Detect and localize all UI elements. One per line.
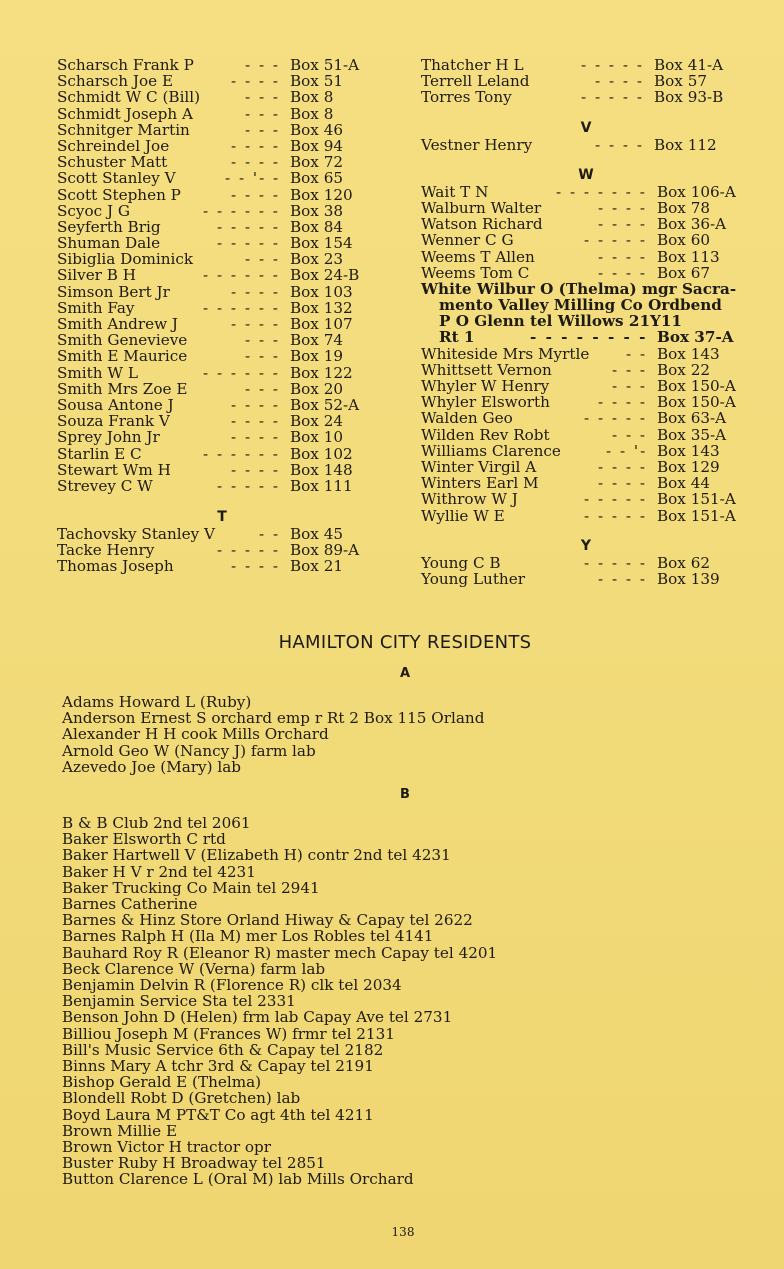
directory-entry xyxy=(421,475,761,491)
entry-name: Wyllie W E xyxy=(421,506,505,525)
entry-box-number: Box 120 xyxy=(290,185,353,204)
entry-name: Schnitger Martin xyxy=(57,120,190,139)
entry-name: Scott Stanley V xyxy=(57,169,176,188)
residents-list-b xyxy=(62,815,497,1188)
directory-entry xyxy=(57,73,387,89)
entry-box-number: Box 51-A xyxy=(290,56,360,74)
resident-entry: Benjamin Service Sta tel 2331 xyxy=(62,992,296,1011)
entry-leader-dashes: - - - - xyxy=(231,395,281,414)
entry-name: Young Luther xyxy=(421,569,525,588)
entry-name: Schuster Matt xyxy=(57,153,168,172)
resident-entry: Benjamin Delvin R (Florence R) clk tel 2034 xyxy=(62,976,402,995)
directory-entry xyxy=(421,200,761,216)
directory-entry xyxy=(57,316,387,332)
entry-box-number: Box 102 xyxy=(290,444,353,463)
entry-leader-dashes: - - - - xyxy=(231,153,281,172)
entry-leader-dashes: - - - - xyxy=(598,263,648,282)
directory-entry xyxy=(421,410,761,426)
resident-entry: Baker Hartwell V (Elizabeth H) contr 2nd tel 4231 xyxy=(62,846,451,865)
entry-leader-dashes: - - - xyxy=(612,377,648,395)
directory-entry xyxy=(57,122,387,138)
page-number: 138 xyxy=(391,1225,415,1239)
entry-leader-dashes: - - - - - - - - xyxy=(530,328,648,347)
directory-entry xyxy=(57,170,387,186)
entry-name: Souza Frank V xyxy=(57,412,170,431)
entry-name: Whittsett Vernon xyxy=(421,360,552,379)
entry-box-number: Box 60 xyxy=(657,231,711,250)
entry-name: Strevey C W xyxy=(57,476,153,495)
directory-entry xyxy=(421,555,761,571)
resident-entry: Beck Clarence W (Verna) farm lab xyxy=(62,959,326,978)
entry-name: Vestner Henry xyxy=(421,135,533,154)
entry-leader-dashes: - - - xyxy=(245,104,281,123)
resident-entry: Binns Mary A tchr 3rd & Capay tel 2191 xyxy=(62,1057,374,1076)
entry-leader-dashes: - - - xyxy=(612,360,648,379)
entry-leader-dashes: - - - - xyxy=(598,247,648,266)
entry-leader-dashes: - - - xyxy=(245,56,281,74)
entry-leader-dashes: - - - - xyxy=(598,569,648,588)
directory-entry xyxy=(57,203,387,219)
entry-box-number: Box 46 xyxy=(290,120,344,139)
section-letter-v: V xyxy=(580,119,592,136)
entry-leader-dashes: - - - xyxy=(245,379,281,398)
directory-entry xyxy=(57,429,387,445)
entry-name: Winters Earl M xyxy=(421,474,539,493)
directory-entry xyxy=(57,251,387,267)
directory-entry xyxy=(421,232,761,248)
resident-entry: Anderson Ernest S orchard emp r Rt 2 Box 115 Orland xyxy=(62,709,485,728)
section-letter-a: A xyxy=(399,666,411,681)
resident-entry: Bishop Gerald E (Thelma) xyxy=(62,1073,262,1092)
entry-leader-dashes: - - - - xyxy=(598,393,648,412)
directory-entry xyxy=(421,459,761,475)
entry-box-number: Box 72 xyxy=(290,153,344,172)
resident-entry: Arnold Geo W (Nancy J) farm lab xyxy=(62,741,316,760)
directory-entry xyxy=(421,362,761,378)
entry-box-number: Box 63-A xyxy=(657,409,727,428)
entry-box-number: Box 122 xyxy=(290,363,353,382)
entry-name: Scyoc J G xyxy=(57,201,131,220)
entry-name: Wenner C G xyxy=(421,231,514,250)
entry-box-number: Box 93-B xyxy=(654,88,724,107)
directory-entry xyxy=(421,184,761,200)
directory-entry xyxy=(421,216,761,232)
entry-name: Scharsch Frank P xyxy=(57,56,194,74)
entry-box-number: Box 19 xyxy=(290,347,344,366)
entry-box-number: Box 143 xyxy=(657,344,720,363)
entry-box-number: Box 45 xyxy=(290,525,344,544)
entry-box-number: Box 62 xyxy=(657,553,711,572)
entry-name: Walden Geo xyxy=(421,409,513,428)
entry-box-number: Box 57 xyxy=(654,72,708,91)
entry-name: Schmidt W C (Bill) xyxy=(57,88,201,107)
entry-box-number: Box 112 xyxy=(654,135,717,154)
directory-entry xyxy=(57,138,387,154)
entry-leader-dashes: - - '- - xyxy=(225,169,281,188)
directory-entry xyxy=(57,413,387,429)
directory-entry xyxy=(421,329,761,345)
entry-leader-dashes: - - - - - xyxy=(584,490,647,509)
entry-name: Rt 1 xyxy=(439,328,475,347)
directory-entry xyxy=(57,235,387,251)
entry-name: Smith E Maurice xyxy=(57,347,188,366)
entry-name: Young C B xyxy=(421,553,501,572)
entry-name: Thatcher H L xyxy=(421,56,524,74)
section-letter-y: Y xyxy=(580,537,592,554)
entry-box-number: Box 20 xyxy=(290,379,344,398)
entry-name: Starlin E C xyxy=(57,444,142,463)
resident-entry: Blondell Robt D (Gretchen) lab xyxy=(62,1089,301,1108)
resident-entry: Baker Elsworth C rtd xyxy=(62,830,226,849)
entry-leader-dashes: - - - - - xyxy=(217,476,280,495)
resident-entry: B & B Club 2nd tel 2061 xyxy=(62,814,251,832)
entry-name: Williams Clarence xyxy=(421,441,561,460)
entry-box-number: Box 107 xyxy=(290,315,353,333)
entry-box-number: Box 129 xyxy=(657,457,720,476)
entry-box-number: Box 151-A xyxy=(657,490,736,509)
entry-bold-line: mento Valley Milling Co Ordbend xyxy=(439,296,722,315)
directory-entry xyxy=(57,365,387,381)
entry-leader-dashes: - - xyxy=(259,525,281,544)
entry-leader-dashes: - - xyxy=(626,344,648,363)
directory-entry xyxy=(57,300,387,316)
entry-leader-dashes: - - - xyxy=(245,120,281,139)
directory-entry xyxy=(57,332,387,348)
entry-box-number: Box 94 xyxy=(290,136,344,155)
entry-box-number: Box 148 xyxy=(290,460,353,479)
directory-entry xyxy=(57,89,387,105)
section-letter-b: B xyxy=(400,787,410,802)
entry-box-number: Box 38 xyxy=(290,201,344,220)
directory-entry xyxy=(421,394,761,410)
entry-name: Silver B H xyxy=(57,266,137,285)
entry-name: Thomas Joseph xyxy=(57,557,174,576)
entry-name: Sprey John Jr xyxy=(57,428,160,447)
entry-box-number: Box 44 xyxy=(657,474,711,493)
entry-box-number: Box 154 xyxy=(290,234,353,253)
entry-leader-dashes: - - - - xyxy=(231,72,281,91)
entry-name: Simson Bert Jr xyxy=(57,282,170,301)
resident-entry: Brown Millie E xyxy=(62,1121,178,1140)
entry-box-number: Box 21 xyxy=(290,557,344,576)
directory-entry xyxy=(421,249,761,265)
section-letter-w: W xyxy=(578,166,594,183)
entry-name: Schreindel Joe xyxy=(57,136,170,155)
directory-entry xyxy=(57,478,387,494)
entry-box-number: Box 103 xyxy=(290,282,353,301)
directory-entry xyxy=(421,508,761,524)
entry-box-number: Box 8 xyxy=(290,88,334,107)
entry-leader-dashes: - - - - - - xyxy=(203,444,280,463)
resident-entry: Buster Ruby H Broadway tel 2851 xyxy=(62,1154,326,1173)
entry-leader-dashes: - - - - xyxy=(598,474,648,493)
entry-leader-dashes: - - - - - - xyxy=(203,363,280,382)
directory-entry xyxy=(57,154,387,170)
entry-leader-dashes: - - - - - xyxy=(217,217,280,236)
resident-entry: Barnes Catherine xyxy=(62,895,198,914)
directory-entry xyxy=(57,348,387,364)
entry-box-number: Box 132 xyxy=(290,298,353,317)
entry-box-number: Box 139 xyxy=(657,569,720,588)
entry-leader-dashes: - - - - - - - xyxy=(556,182,647,201)
entry-leader-dashes: - - - - xyxy=(595,72,645,91)
entry-leader-dashes: - - - - xyxy=(595,135,645,154)
entry-name: Whiteside Mrs Myrtle xyxy=(421,344,590,363)
section-letter-t: T xyxy=(217,509,227,526)
entry-box-number: Box 74 xyxy=(290,331,344,350)
entry-leader-dashes: - - - - xyxy=(231,282,281,301)
resident-entry: Barnes Ralph H (Ila M) mer Los Robles tel 4141 xyxy=(62,927,434,946)
directory-entry xyxy=(57,267,387,283)
entry-box-number: Box 106-A xyxy=(657,182,736,201)
entry-box-number: Box 24 xyxy=(290,412,344,431)
entry-name: Stewart Wm H xyxy=(57,460,171,479)
entry-box-number: Box 36-A xyxy=(657,215,727,234)
entry-name: Wilden Rev Robt xyxy=(421,425,550,444)
entry-name: Sousa Antone J xyxy=(57,395,174,414)
entry-box-number: Box 67 xyxy=(657,263,711,282)
directory-entry xyxy=(57,106,387,122)
entry-box-number: Box 143 xyxy=(657,441,720,460)
entry-name: Torres Tony xyxy=(421,88,512,107)
entry-leader-dashes: - - - xyxy=(245,331,281,350)
resident-entry: Benson John D (Helen) frm lab Capay Ave tel 2731 xyxy=(62,1008,453,1027)
directory-entry xyxy=(57,542,387,558)
entry-name: Terrell Leland xyxy=(421,72,530,91)
entry-leader-dashes: - - - - - xyxy=(217,541,280,560)
directory-entry xyxy=(421,73,761,89)
entry-name: Sibiglia Dominick xyxy=(57,250,194,269)
directory-entry xyxy=(57,462,387,478)
directory-entry xyxy=(57,284,387,300)
entry-box-number: Box 24-B xyxy=(290,266,360,285)
entry-leader-dashes: - - - - xyxy=(231,557,281,576)
entry-leader-dashes: - - - - - xyxy=(581,56,644,74)
entry-leader-dashes: - - - - - - xyxy=(203,298,280,317)
section-heading: HAMILTON CITY RESIDENTS xyxy=(278,632,532,653)
directory-entry xyxy=(57,446,387,462)
entry-leader-dashes: - - - - xyxy=(231,412,281,431)
resident-entry: Barnes & Hinz Store Orland Hiway & Capay tel 2622 xyxy=(62,911,473,930)
resident-entry: Baker H V r 2nd tel 4231 xyxy=(62,862,256,881)
entry-leader-dashes: - - - - xyxy=(598,215,648,234)
directory-entry xyxy=(421,571,761,587)
directory-entry xyxy=(57,526,387,542)
entry-leader-dashes: - - - - - xyxy=(581,88,644,107)
entry-name: Schmidt Joseph A xyxy=(57,104,193,123)
resident-entry: Billiou Joseph M (Frances W) frmr tel 2131 xyxy=(62,1024,395,1043)
entry-name: Tachovsky Stanley V xyxy=(57,525,215,544)
resident-entry: Alexander H H cook Mills Orchard xyxy=(62,725,329,744)
entry-name: Smith Mrs Zoe E xyxy=(57,379,188,398)
resident-entry: Baker Trucking Co Main tel 2941 xyxy=(62,878,320,897)
entry-name: Watson Richard xyxy=(421,215,543,234)
entry-box-number: Box 35-A xyxy=(657,425,727,444)
entry-name: Wait T N xyxy=(421,182,489,201)
right-column xyxy=(421,57,761,587)
entry-box-number: Box 22 xyxy=(657,360,711,379)
entry-leader-dashes: - - - xyxy=(245,347,281,366)
directory-entry xyxy=(421,89,761,105)
entry-leader-dashes: - - - xyxy=(612,425,648,444)
entry-box-number: Box 37-A xyxy=(657,328,734,347)
resident-entry: Azevedo Joe (Mary) lab xyxy=(62,757,242,776)
directory-entry xyxy=(421,427,761,443)
entry-name: Smith Andrew J xyxy=(57,315,179,333)
entry-leader-dashes: - - - xyxy=(245,88,281,107)
resident-entry: Bauhard Roy R (Eleanor R) master mech Capay tel 4201 xyxy=(62,943,498,962)
entry-box-number: Box 65 xyxy=(290,169,344,188)
entry-box-number: Box 23 xyxy=(290,250,344,269)
entry-leader-dashes: - - - - - xyxy=(584,553,647,572)
entry-box-number: Box 84 xyxy=(290,217,344,236)
entry-bold-line: P O Glenn tel Willows 21Y11 xyxy=(439,312,682,331)
entry-bold-line: White Wilbur O (Thelma) mgr Sacra- xyxy=(421,279,737,298)
directory-entry xyxy=(57,558,387,574)
entry-leader-dashes: - - - - xyxy=(231,460,281,479)
entry-leader-dashes: - - - - xyxy=(231,136,281,155)
entry-box-number: Box 52-A xyxy=(290,395,360,414)
entry-box-number: Box 41-A xyxy=(654,56,724,74)
entry-leader-dashes: - - - - xyxy=(231,185,281,204)
resident-entry: Adams Howard L (Ruby) xyxy=(62,693,252,711)
entry-leader-dashes: - - - - - xyxy=(584,409,647,428)
entry-box-number: Box 150-A xyxy=(657,377,736,395)
entry-name: Weems T Allen xyxy=(421,247,535,266)
entry-name: Smith Fay xyxy=(57,298,135,317)
directory-entry xyxy=(57,57,387,73)
directory-entry xyxy=(421,265,761,281)
entry-name: Whyler Elsworth xyxy=(421,393,550,412)
directory-entry xyxy=(421,378,761,394)
resident-entry: Brown Victor H tractor opr xyxy=(62,1138,272,1157)
directory-entry xyxy=(421,57,761,73)
entry-box-number: Box 113 xyxy=(657,247,720,266)
directory-entry xyxy=(421,137,761,153)
residents-list-a xyxy=(62,694,484,775)
entry-name: Tacke Henry xyxy=(57,541,155,560)
entry-leader-dashes: - - - - - - xyxy=(203,201,280,220)
entry-name: Withrow W J xyxy=(421,490,518,509)
entry-name: Weems Tom C xyxy=(421,263,530,282)
entry-leader-dashes: - - - - xyxy=(231,428,281,447)
entry-box-number: Box 51 xyxy=(290,72,344,91)
resident-entry: Button Clarence L (Oral M) lab Mills Orchard xyxy=(62,1170,414,1189)
entry-name: Walburn Walter xyxy=(421,198,542,217)
directory-entry xyxy=(57,397,387,413)
entry-leader-dashes: - - - - - - xyxy=(203,266,280,285)
directory-entry xyxy=(421,491,761,507)
entry-leader-dashes: - - - xyxy=(245,250,281,269)
entry-box-number: Box 111 xyxy=(290,476,353,495)
entry-box-number: Box 10 xyxy=(290,428,344,447)
entry-name: Seyferth Brig xyxy=(57,217,161,236)
entry-box-number: Box 150-A xyxy=(657,393,736,412)
entry-box-number: Box 8 xyxy=(290,104,334,123)
directory-entry xyxy=(57,219,387,235)
directory-entry xyxy=(421,443,761,459)
entry-name: Shuman Dale xyxy=(57,234,161,253)
entry-box-number: Box 89-A xyxy=(290,541,360,560)
entry-leader-dashes: - - - - xyxy=(598,198,648,217)
entry-leader-dashes: - - - - - xyxy=(584,506,647,525)
directory-entry xyxy=(57,187,387,203)
entry-leader-dashes: - - - - xyxy=(231,315,281,333)
entry-box-number: Box 151-A xyxy=(657,506,736,525)
directory-entry xyxy=(57,381,387,397)
entry-leader-dashes: - - '- xyxy=(606,441,648,460)
entry-leader-dashes: - - - - xyxy=(598,457,648,476)
entry-name: Winter Virgil A xyxy=(421,457,537,476)
entry-name: Scott Stephen P xyxy=(57,185,181,204)
entry-box-number: Box 78 xyxy=(657,198,711,217)
entry-name: Scharsch Joe E xyxy=(57,72,174,91)
resident-entry: Bill's Music Service 6th & Capay tel 2182 xyxy=(62,1040,384,1059)
entry-name: Smith Genevieve xyxy=(57,331,188,350)
left-column xyxy=(57,57,387,575)
directory-entry xyxy=(421,346,761,362)
entry-leader-dashes: - - - - - xyxy=(217,234,280,253)
resident-entry: Boyd Laura M PT&T Co agt 4th tel 4211 xyxy=(62,1105,374,1124)
entry-name: Whyler W Henry xyxy=(421,377,550,395)
entry-name: Smith W L xyxy=(57,363,138,382)
entry-leader-dashes: - - - - - xyxy=(584,231,647,250)
